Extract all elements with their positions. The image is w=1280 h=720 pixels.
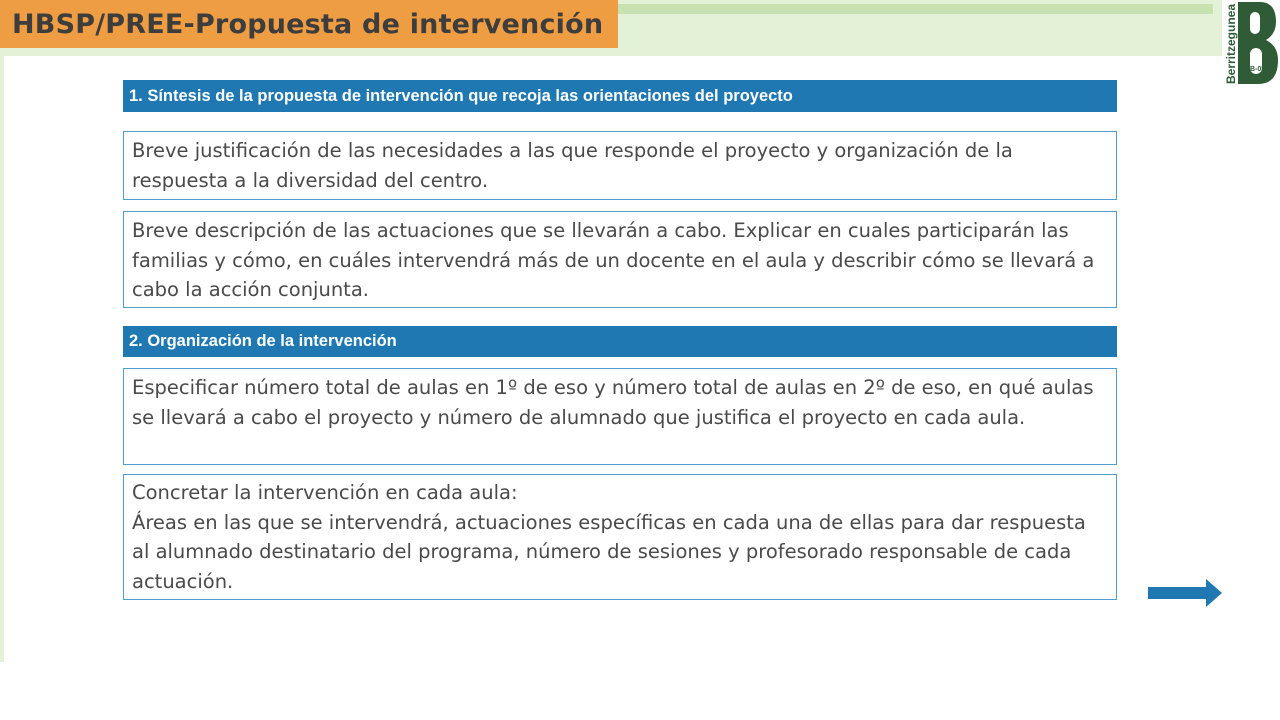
actions-description-box <box>123 211 1117 308</box>
next-slide-button[interactable] <box>1146 578 1224 612</box>
top-stripe <box>618 4 1213 14</box>
justification-box <box>123 131 1117 200</box>
title-banner <box>0 0 618 48</box>
page-title: HBSP/PREE-Propuesta de intervención <box>12 8 604 40</box>
side-strip <box>0 56 4 662</box>
classrooms-box <box>123 368 1117 465</box>
classrooms-text: Especificar número total de aulas en 1º de eso y número total de aulas en 2º de eso, en qué aulas se llevará a cabo el proyecto y número de alumnado que justifica el proyecto en cada aula. <box>132 376 1094 429</box>
logo-code: B-05 <box>1250 66 1266 73</box>
intervention-detail-line2: Áreas en las que se intervendrá, actuaciones específicas en cada una de ellas para dar respuesta al alumnado destinatario del programa, número de sesiones y profesorado responsable de cada actuación. <box>132 510 1086 593</box>
section-2-header: 2. Organización de la intervención <box>123 326 1117 357</box>
logo-text: Berritzegunea <box>1224 3 1238 84</box>
section-1-header: 1. Síntesis de la propuesta de intervención que recoja las orientaciones del proyecto <box>123 80 1117 112</box>
arrow-right-icon <box>1146 578 1224 608</box>
justification-text: Breve justificación de las necesidades a las que responde el proyecto y organización de la respuesta a la diversidad del centro. <box>132 139 1013 192</box>
actions-description-text: Breve descripción de las actuaciones que se llevarán a cabo. Explicar en cuales participarán las familias y cómo, en cuáles intervendrá más de un docente en el aula y describir cómo se llevará a cabo la acción conjunta. <box>132 219 1095 301</box>
intervention-detail-line1: Concretar la intervención en cada aula: <box>132 481 518 504</box>
intervention-detail-box <box>123 474 1117 600</box>
